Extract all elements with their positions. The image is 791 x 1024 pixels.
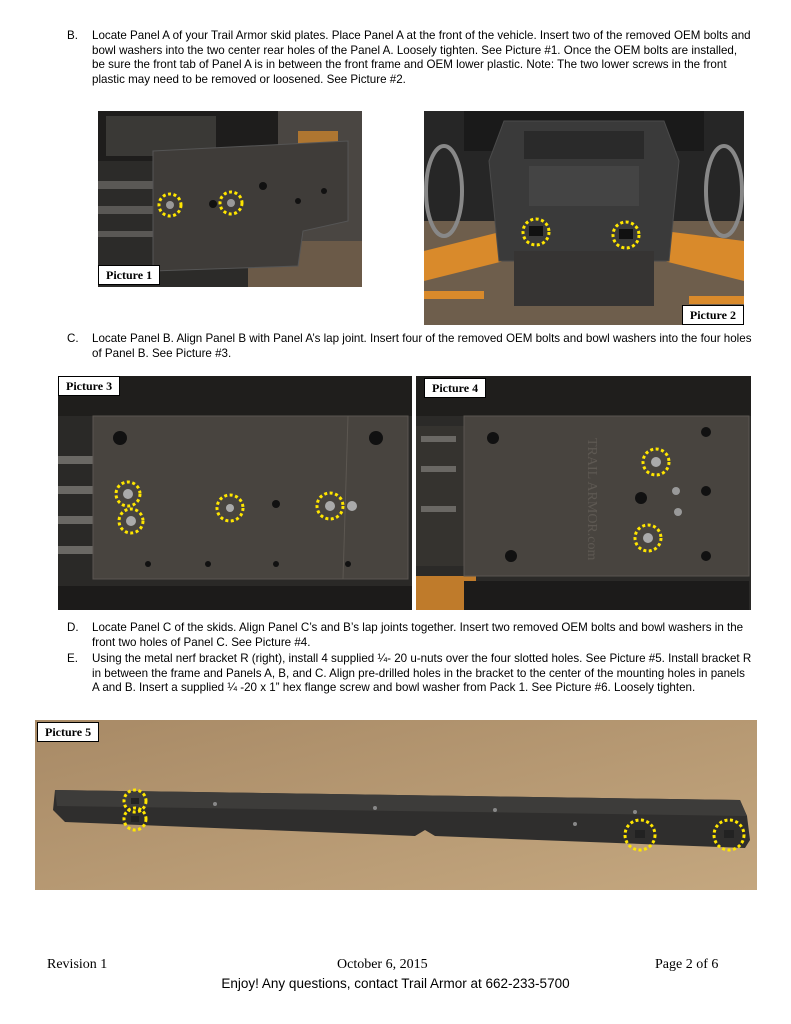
step-text: Locate Panel B. Align Panel B with Panel A’s lap joint. Insert four of the removed OEM bolts and bowl washers into the four holes of Panel B. See Picture #3. (92, 332, 752, 360)
picture-5-illustration (35, 720, 757, 890)
picture-5-caption: Picture 5 (37, 722, 99, 742)
step-text: Using the metal nerf bracket R (right), install 4 supplied ¼- 20 u-nuts over the four slotted holes. See Picture #5. Install bracket R in between the frame and Panels A, B, and C. Align pre-drilled holes in the bracket to the center of the mounting holes in panels A and B. Insert a supplied ¼ -20 x 1” hex flange screw and bowl washer from Pack 1. See Picture #6. Loosely tighten. (92, 652, 752, 695)
step-letter: B. (67, 29, 78, 42)
instruction-step-b (67, 29, 752, 87)
picture-1-caption: Picture 1 (98, 265, 160, 285)
panel-engraving: TRAIL ARMOR.com (584, 438, 599, 561)
step-letter: D. (67, 621, 79, 634)
picture-2-illustration (424, 111, 744, 325)
step-letter: E. (67, 652, 78, 665)
step-text: Locate Panel C of the skids. Align Panel C’s and B’s lap joints together. Insert two removed OEM bolts and bowl washers in the front two holes of Panel C. See Picture #4. (92, 621, 744, 649)
picture-1-illustration (98, 111, 362, 287)
step-letter: C. (67, 332, 79, 345)
footer-date: October 6, 2015 (337, 957, 428, 972)
picture-4-caption: Picture 4 (424, 378, 486, 398)
picture-3-photo (58, 376, 412, 610)
picture-4-illustration (416, 376, 751, 610)
picture-2-caption: Picture 2 (682, 305, 744, 325)
footer-revision: Revision 1 (47, 957, 108, 972)
picture-5-photo (35, 720, 757, 890)
picture-4-photo (416, 376, 751, 610)
picture-2-photo (424, 111, 744, 325)
picture-3-illustration (58, 376, 412, 610)
picture-1-photo (98, 111, 362, 287)
instruction-step-c (67, 332, 752, 361)
instruction-step-e (67, 652, 752, 696)
footer-contact: Enjoy! Any questions, contact Trail Armor at 662-233-5700 (221, 976, 570, 991)
picture-3-caption: Picture 3 (58, 376, 120, 396)
instruction-step-d (67, 621, 752, 650)
step-text: Locate Panel A of your Trail Armor skid plates. Place Panel A at the front of the vehicle. Insert two of the removed OEM bolts and bowl washers into the two center rear holes of the Panel A. Loosely tighten. See Picture #1. Once the OEM bolts are installed, be sure the front tab of Panel A is in between the front frame and OEM lower plastic. Note: The two lower screws in the front plastic may need to be removed or loosened. See Picture #2. (92, 29, 751, 86)
footer-page-number: Page 2 of 6 (655, 957, 719, 972)
